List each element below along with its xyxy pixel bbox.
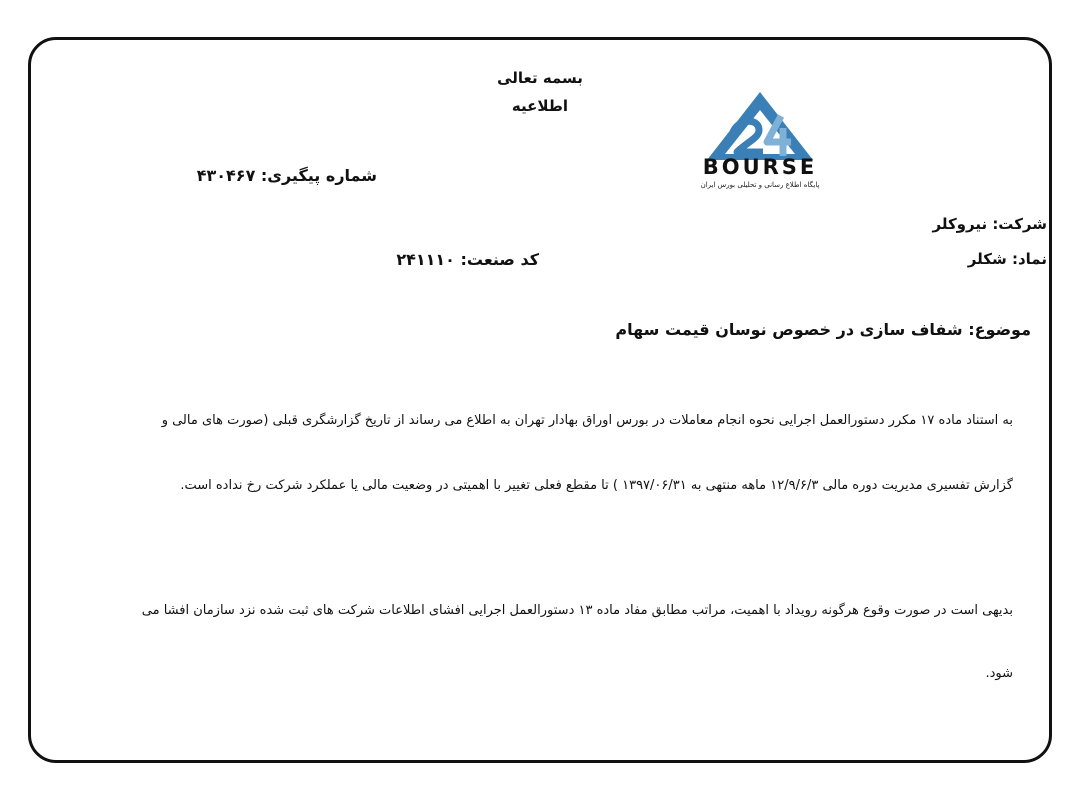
logo-tagline: پایگاه اطلاع رسانی و تحلیلی بورس ایران: [700, 181, 820, 189]
industry-code-field: [396, 250, 539, 269]
announcement-heading: اطلاعیه: [511, 97, 569, 115]
tracking-number: [197, 166, 377, 185]
industry-code-label: کد صنعت:: [460, 250, 539, 269]
symbol-label: نماد:: [1011, 250, 1047, 268]
symbol-value: شکلر: [967, 250, 1007, 268]
company-label: شرکت:: [992, 215, 1047, 233]
basmala-heading: بسمه تعالی: [497, 69, 583, 87]
company-value: نیروکلر: [932, 215, 988, 233]
company-field: [932, 215, 1047, 233]
document-frame: [28, 37, 1052, 763]
subject-value: شفاف سازی در خصوص نوسان قیمت سهام: [615, 320, 963, 339]
body-paragraph-2-line-2: شود.: [985, 666, 1013, 681]
subject-label: موضوع:: [968, 320, 1031, 339]
body-paragraph-2-line-1: بدیهی است در صورت وقوع هرگونه رویداد با اهمیت، مراتب مطابق مفاد ماده ۱۳ دستورالعمل اجرایی افشای اطلاعات شرکت های ثبت شده نزد سازمان افشا می: [141, 603, 1013, 618]
subject-line: [615, 320, 1031, 339]
symbol-field: [968, 250, 1047, 268]
tracking-label: شماره پیگیری:: [260, 166, 377, 185]
tracking-value: ۴۳۰۴۶۷: [196, 166, 256, 185]
logo-wordmark: BOURSE: [702, 155, 818, 179]
industry-code-value: ۲۴۱۱۱۰: [396, 250, 455, 269]
body-paragraph-1-line-2: گزارش تفسیری مدیریت دوره مالی ۱۲/۹/۶/۳ ماهه منتهی به ۱۳۹۷/۰۶/۳۱ ) تا مقطع فعلی تغییر با اهمیتی در وضعیت مالی یا عملکرد شرکت رخ نداده است.: [180, 478, 1013, 493]
body-paragraph-1-line-1: به استناد ماده ۱۷ مکرر دستورالعمل اجرایی نحوه انجام معاملات در بورس اوراق بهادار تهران به اطلاع می رساند از تاریخ گزارشگری قبلی (صورت های مالی و: [161, 413, 1013, 428]
